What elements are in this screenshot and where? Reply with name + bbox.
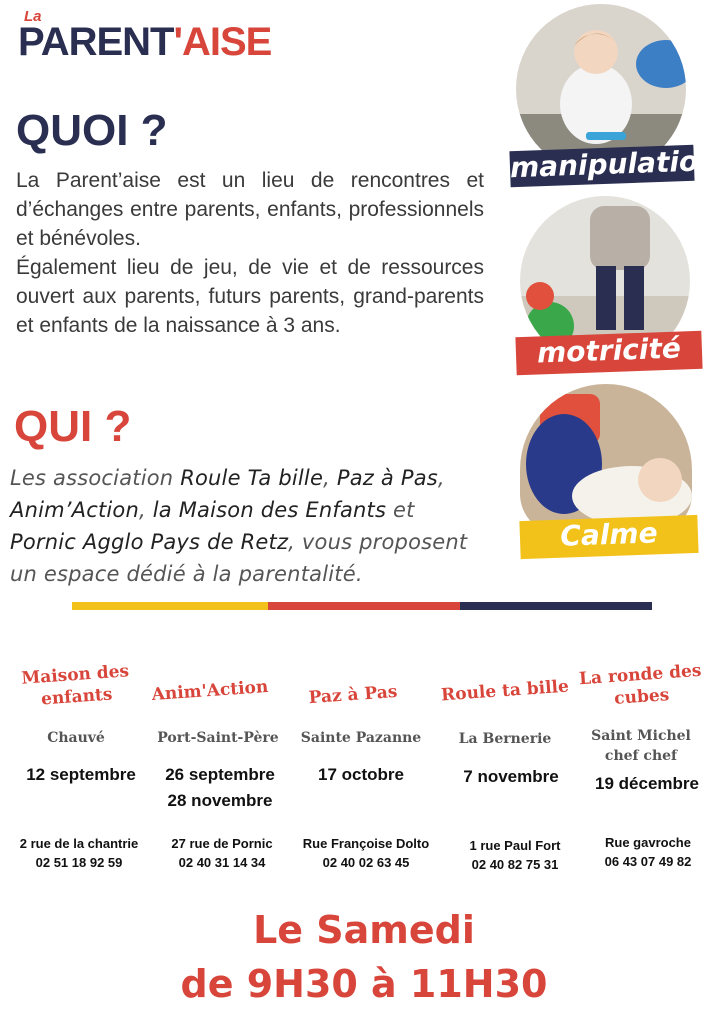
footer-hours: de 9H30 à 11H30 <box>180 962 548 1006</box>
qui-text: et <box>386 498 415 522</box>
venue-phone: 06 43 07 49 82 <box>604 854 692 869</box>
venue-phone: 02 51 18 92 59 <box>35 855 123 870</box>
photo-calme <box>520 384 692 534</box>
venue-name: Anim'Action <box>151 676 269 706</box>
qui-text: Les association <box>10 466 181 490</box>
venue-date: 17 octobre <box>318 765 404 784</box>
qui-text: , vous proposent <box>288 530 468 554</box>
logo-small-text: La <box>24 8 42 25</box>
venue-name: La ronde des cubes <box>578 660 702 709</box>
tag-manipulation <box>509 143 719 187</box>
venue-address: Rue Françoise Dolto <box>302 836 430 851</box>
quoi-paragraph-1: La Parent’aise est un lieu de rencontres et d’échanges entre parents, enfants, professionnels et bénévoles. <box>16 169 484 250</box>
qui-text: , <box>437 466 445 490</box>
quoi-description <box>16 166 484 340</box>
qui-partner: Pornic Agglo Pays de Retz <box>10 530 289 554</box>
logo <box>18 20 271 65</box>
tag-calme-label: Calme <box>559 516 659 553</box>
divider-navy <box>460 602 652 610</box>
venue-town: Port-Saint-Père <box>157 730 279 746</box>
qui-heading: QUI ? <box>14 402 132 451</box>
venue-date: 28 novembre <box>167 791 273 810</box>
venue-date: 26 septembre <box>165 765 275 784</box>
divider-yellow <box>72 602 268 610</box>
venue-town: Sainte Pazanne <box>300 730 422 746</box>
logo-accent-text: 'AISE <box>173 20 272 64</box>
venue-name: Paz à Pas <box>308 681 398 709</box>
qui-partner: Roule Ta bille <box>180 466 324 490</box>
venue-address: 1 rue Paul Fort <box>469 838 561 853</box>
venue-phone: 02 40 02 63 45 <box>322 855 410 870</box>
tag-motricite-label: motricité <box>536 331 682 370</box>
venue-phone: 02 40 31 14 34 <box>178 855 266 870</box>
qui-partner: Paz à Pas <box>336 466 438 490</box>
venue-town: Saint Michel chef chef <box>591 728 691 764</box>
venue-name: Roule ta bille <box>440 676 570 706</box>
divider-red <box>268 602 460 610</box>
venue-phone: 02 40 82 75 31 <box>471 857 559 872</box>
venue-name: Maison des enfants <box>20 661 130 710</box>
venue-date: 7 novembre <box>463 767 559 786</box>
venue-address: 27 rue de Pornic <box>171 836 273 851</box>
quoi-paragraph-2: Également lieu de jeu, de vie et de ressources ouvert aux parents, futurs parents, grand-parents et enfants de la naissance à 3 ans. <box>16 256 484 337</box>
qui-partner: Anim’Action <box>10 498 139 522</box>
qui-text: un espace dédié à la parentalité. <box>10 562 363 586</box>
tag-motricite <box>515 331 702 375</box>
qui-description <box>10 462 510 590</box>
venue-address: 2 rue de la chantrie <box>19 836 139 851</box>
qui-text: , <box>323 466 337 490</box>
logo-main-text: PARENT <box>18 20 174 64</box>
quoi-heading: QUOI ? <box>16 106 168 155</box>
baby-lying-illustration <box>520 384 692 534</box>
footer-day: Le Samedi <box>253 908 475 952</box>
tag-manipulation-label: manipulation <box>509 143 719 185</box>
venue-date: 19 décembre <box>595 774 699 793</box>
venue-address: Rue gavroche <box>605 835 691 850</box>
venue-date: 12 septembre <box>26 765 136 784</box>
qui-text: , <box>138 498 153 522</box>
tag-calme <box>519 515 698 559</box>
qui-partner: la Maison des Enfants <box>152 498 387 522</box>
venue-town: La Bernerie <box>458 731 552 747</box>
venue-town: Chauvé <box>47 730 105 746</box>
